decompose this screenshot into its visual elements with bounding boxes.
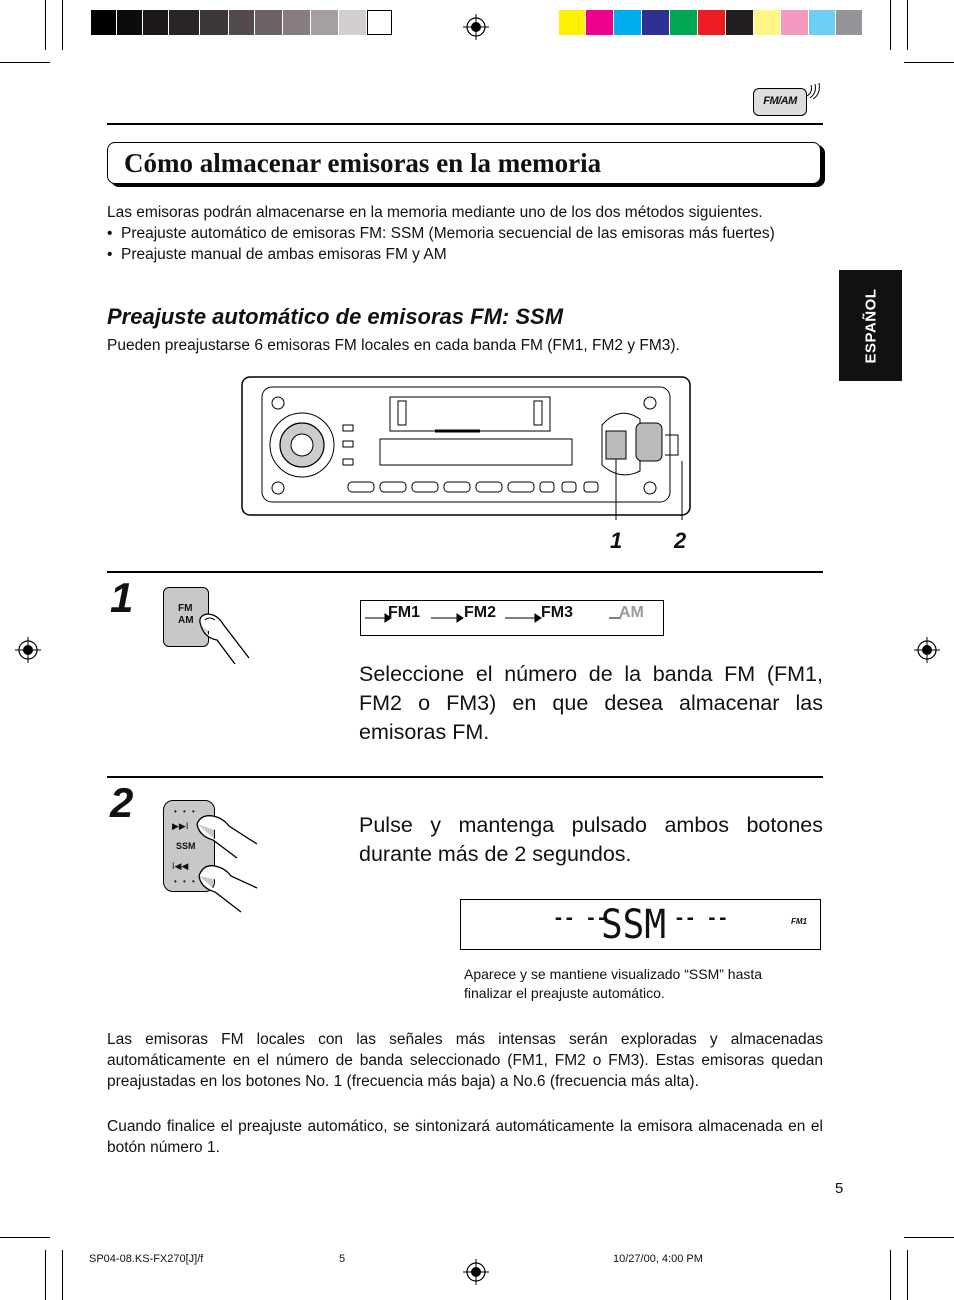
registration-mark-icon [463, 1259, 489, 1285]
band-fm2: FM2 [464, 604, 496, 621]
header-rule [107, 123, 823, 125]
band-fm3: FM3 [541, 604, 573, 621]
closing-paragraph-2: Cuando finalice el preajuste automático, se sintonizará automáticamente la emisora almacenada en el botón número 1. [107, 1118, 823, 1156]
callout-2: 2 [674, 528, 687, 553]
swatch [339, 10, 366, 35]
swatch [283, 10, 310, 35]
swatch [200, 10, 228, 35]
bullet-item: • Preajuste automático de emisoras FM: SSM (Memoria secuencial de las emisoras más fuertes) [107, 225, 775, 242]
swatch [754, 10, 780, 35]
footer-left: SP04-08.KS-FX270[J]/f [89, 1253, 204, 1265]
swatch [670, 10, 697, 35]
callout-1: 1 [610, 528, 623, 553]
step2-rule [107, 776, 823, 778]
swatch [642, 10, 669, 35]
display-band: FM1 [791, 917, 807, 926]
display-ssm-text: SSM [601, 902, 667, 948]
swatch [836, 10, 862, 35]
signal-waves-icon [805, 82, 823, 100]
swatch [698, 10, 725, 35]
closing-paragraph-1: Las emisoras FM locales con las señales más intensas serán exploradas y almacenadas automáticamente en el número de banda seleccionado (FM1, FM2 o FM3). Estas emisoras quedan preajustadas en los botones No. 1 (frecuencia más baja) a No.6 (frecuencia más alta). [107, 1031, 823, 1090]
display-dashes-right: -- -- [674, 908, 729, 929]
bullet-item: • Preajuste manual de ambas emisoras FM y AM [107, 246, 447, 263]
swatch [117, 10, 142, 35]
swatch [255, 10, 282, 35]
ssm-display [460, 899, 821, 950]
step1-instruction: Seleccione el número de la banda FM (FM1, FM2 o FM3) en que desea almacenar las emisoras FM. [359, 662, 823, 744]
section-heading: Preajuste automático de emisoras FM: SSM [107, 304, 564, 329]
step-number: 2 [110, 779, 134, 826]
page-number: 5 [835, 1180, 844, 1197]
step2-instruction: Pulse y mantenga pulsado ambos botones durante más de 2 segundos. [359, 813, 823, 866]
registration-mark-icon [463, 14, 489, 40]
swatch [586, 10, 613, 35]
display-caption: Aparece y se mantiene visualizado “SSM” hasta finalizar el preajuste automático. [464, 966, 763, 1001]
swatch [809, 10, 835, 35]
registration-mark-icon [15, 637, 41, 663]
intro-lead: Las emisoras podrán almacenarse en la memoria mediante uno de los dos métodos siguientes. [107, 204, 763, 221]
step1-rule [107, 571, 823, 573]
fm-am-button: FM AM [163, 587, 209, 647]
swatch [559, 10, 585, 35]
language-tab: ESPAÑOL [839, 270, 902, 381]
footer-center: 5 [339, 1253, 346, 1265]
step-number: 1 [110, 574, 134, 621]
next-icon: ▶▶I [172, 821, 189, 831]
swatch [311, 10, 338, 35]
intro [107, 202, 823, 265]
footer-right: 10/27/00, 4:00 PM [613, 1253, 703, 1265]
swatch [169, 10, 199, 35]
title-box [107, 142, 821, 184]
swatch [143, 10, 168, 35]
band-am: AM [619, 604, 644, 621]
display-dashes-left: -- -- [553, 908, 608, 929]
swatch [229, 10, 254, 35]
swatch [91, 10, 116, 35]
finger-icon [195, 602, 255, 664]
fm-am-badge: FM/AM [753, 88, 807, 116]
page-title: Cómo almacenar emisoras en la memoria [124, 148, 602, 178]
section-subtext: Pueden preajustarse 6 emisoras FM locales en cada banda FM (FM1, FM2 y FM3). [107, 337, 680, 354]
swatch [726, 10, 753, 35]
fingers-icon [195, 812, 261, 914]
swatch [367, 10, 392, 35]
ssm-button-pair: • • • ▶▶I SSM I◀◀ • • • [163, 800, 215, 892]
previous-icon: I◀◀ [172, 861, 189, 871]
swatch [781, 10, 808, 35]
swatch [614, 10, 641, 35]
car-stereo-illustration [240, 375, 692, 520]
registration-mark-icon [914, 637, 940, 663]
band-sequence [360, 600, 664, 636]
band-fm1: FM1 [388, 604, 420, 621]
